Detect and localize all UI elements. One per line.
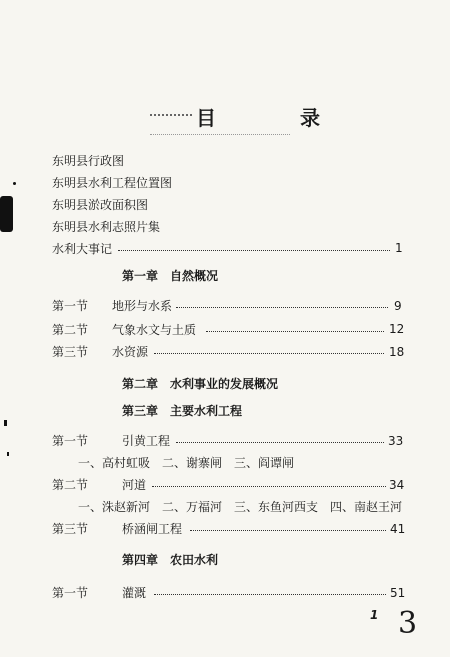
page-number: 34 <box>389 478 405 492</box>
page-number: 33 <box>388 434 404 448</box>
dot-leader <box>176 307 388 308</box>
dot-leader <box>154 594 386 595</box>
section-number: 第三节 <box>52 522 89 536</box>
subsection-list: 一、洙赵新河 二、万福河 三、东鱼河西支 四、南赵王河 <box>78 500 403 514</box>
scan-speck <box>13 182 16 185</box>
front-item: 东明县水利志照片集 <box>52 220 161 234</box>
page-number: 51 <box>390 586 406 600</box>
page-number: 41 <box>390 522 406 536</box>
dot-leader <box>118 250 390 251</box>
page-number: 9 <box>394 299 402 313</box>
chapter-heading: 第三章 主要水利工程 <box>122 404 243 418</box>
dot-leader <box>176 442 384 443</box>
title-underline <box>150 134 290 135</box>
section-title: 水资源 <box>112 345 149 359</box>
scan-speck <box>7 452 9 456</box>
chapter-heading: 第二章 水利事业的发展概况 <box>122 377 279 391</box>
section-title: 地形与水系 <box>112 299 173 313</box>
section-title: 引黄工程 <box>122 434 171 448</box>
section-title: 灌溉 <box>122 586 147 600</box>
scan-speck <box>4 420 7 426</box>
dot-leader <box>190 530 386 531</box>
front-item: 水利大事记 <box>52 242 113 256</box>
subsection-list: 一、高村虹吸 二、谢寨闸 三、阎谭闸 <box>78 456 295 470</box>
front-item: 东明县水利工程位置图 <box>52 176 173 190</box>
scan-binding-mark <box>0 196 13 232</box>
section-title: 气象水文与土质 <box>112 323 197 337</box>
handwritten-mark: 3 <box>398 606 418 641</box>
front-item: 东明县淤改面积图 <box>52 198 149 212</box>
page-title: 目 录 <box>196 106 352 130</box>
section-number: 第三节 <box>52 345 89 359</box>
title-ornament <box>150 114 192 116</box>
dot-leader <box>206 331 384 332</box>
section-number: 第二节 <box>52 323 89 337</box>
page-number: 18 <box>389 345 405 359</box>
section-number: 第一节 <box>52 299 89 313</box>
chapter-heading: 第四章 农田水利 <box>122 553 219 567</box>
page-number: 12 <box>389 322 405 336</box>
section-title: 河道 <box>122 478 147 492</box>
folio: 1 <box>370 608 379 622</box>
section-title: 桥涵闸工程 <box>122 522 183 536</box>
section-number: 第二节 <box>52 478 89 492</box>
front-item: 东明县行政图 <box>52 154 125 168</box>
chapter-heading: 第一章 自然概况 <box>122 269 219 283</box>
dot-leader <box>152 486 386 487</box>
page-number: 1 <box>395 241 403 255</box>
section-number: 第一节 <box>52 434 89 448</box>
dot-leader <box>154 353 384 354</box>
section-number: 第一节 <box>52 586 89 600</box>
